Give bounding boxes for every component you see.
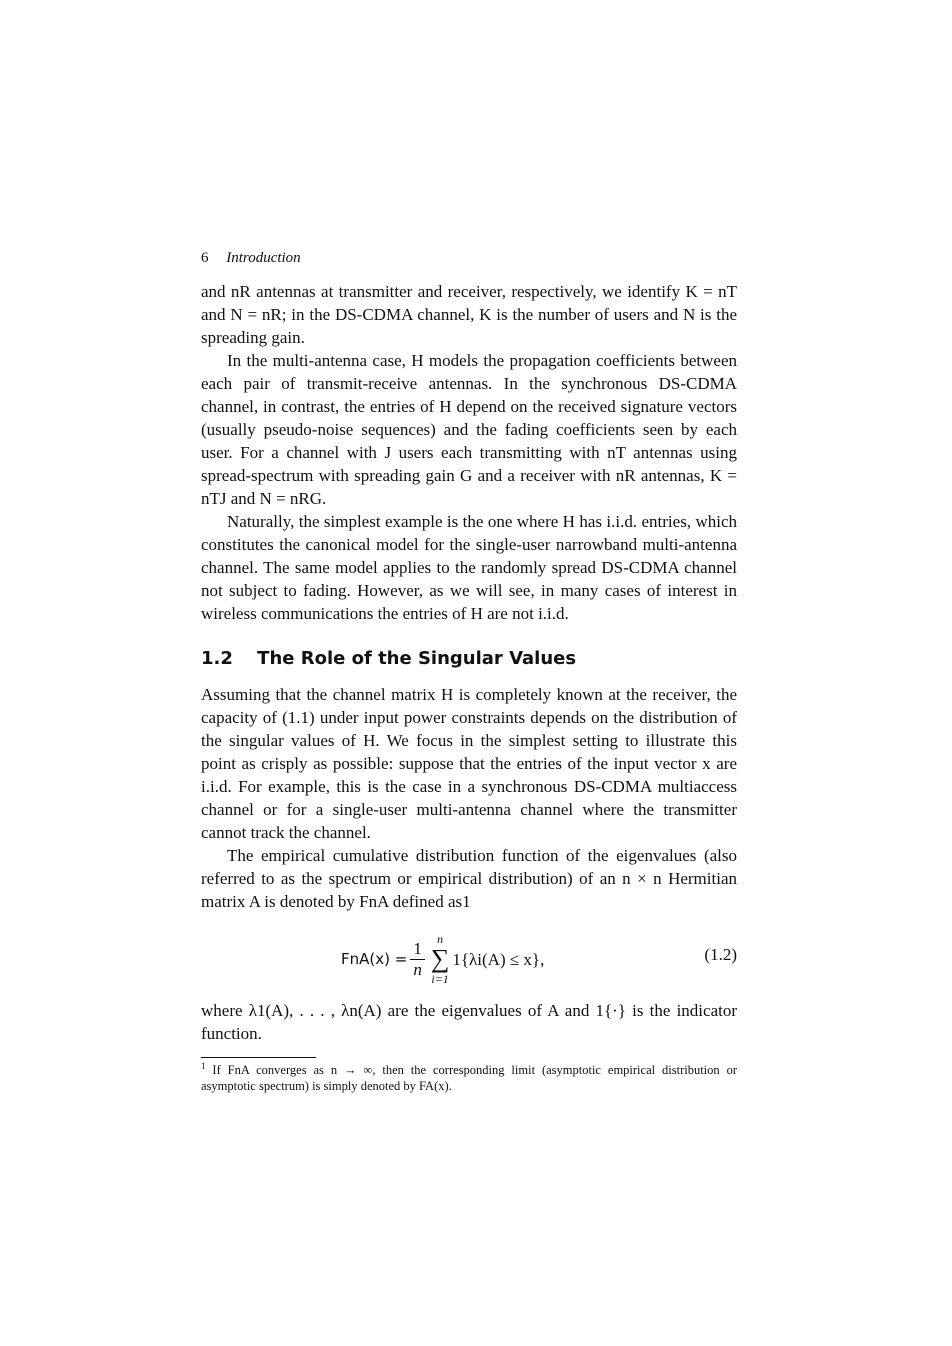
fraction-numerator: 1 (410, 939, 425, 960)
equation-fraction (410, 939, 425, 980)
equation-1-2 (201, 919, 737, 995)
sum-upper-limit: n (437, 932, 444, 946)
sum-symbol: ∑ (430, 944, 450, 973)
equation-lhs: FnA(x) = (341, 949, 408, 968)
paragraph-3: Naturally, the simplest example is the one where H has i.i.d. entries, which constitutes the canonical model for the single-user narrowband multi-antenna channel. The same model applies to the randomly spread DS-CDMA channel not subject to fading. However, as we will see, in many cases of interest in wireless communications the entries of H are not i.i.d. (201, 512, 737, 623)
summation (431, 932, 450, 986)
sum-lower-limit: i=1 (431, 972, 449, 986)
equation-number: (1.2) (704, 945, 737, 964)
section-number: 1.2 (201, 648, 233, 669)
footnote (201, 1062, 737, 1094)
paragraph-4: Assuming that the channel matrix H is completely known at the receiver, the capacity of (1.1) under input power constraints depends on the distribution of the singular values of H. We focus in the simplest setting to illustrate this point as crisply as possible: suppose that the entries of the input vector x are i.i.d. For example, this is the case in a synchronous DS-CDMA multiaccess channel or for a single-user multi-antenna channel where the transmitter cannot track the channel. (201, 685, 737, 842)
equation-rhs: 1{λi(A) ≤ x}, (452, 949, 545, 969)
footnote-text: If FnA converges as n → ∞, then the corresponding limit (asymptotic empirical distribution or asymptotic spectrum) is simply denoted by FA(x). (201, 1063, 737, 1093)
footnote-marker: 1 (201, 1060, 206, 1071)
page-number: 6 (201, 250, 209, 266)
paragraph-1: and nR antennas at transmitter and receiver, respectively, we identify K = nT and N = nR; in the DS-CDMA channel, K is the number of users and N is the spreading gain. (201, 282, 737, 347)
footnote-rule (201, 1057, 316, 1058)
paragraph-5: The empirical cumulative distribution function of the eigenvalues (also referred to as the spectrum or empirical distribution) of an n × n Hermitian matrix A is denoted by FnA defined as1 (201, 846, 737, 911)
fraction-denominator: n (413, 959, 422, 979)
section-title: The Role of the Singular Values (257, 648, 577, 669)
section-heading (201, 647, 737, 671)
page-content (201, 244, 737, 1094)
running-head-title: Introduction (226, 250, 301, 266)
running-head (201, 244, 737, 280)
paragraph-2: In the multi-antenna case, H models the propagation coefficients between each pair of transmit-receive antennas. In the synchronous DS-CDMA channel, in contrast, the entries of H depend on the received signature vectors (usually pseudo-noise sequences) and the fading coefficients seen by each user. For a channel with J users each transmitting with nT antennas using spread-spectrum with spreading gain G and a receiver with nR antennas, K = nTJ and N = nRG. (201, 351, 737, 508)
paragraph-6: where λ1(A), . . . , λn(A) are the eigenvalues of A and 1{·} is the indicator function. (201, 1001, 737, 1043)
equation-body (341, 929, 544, 989)
